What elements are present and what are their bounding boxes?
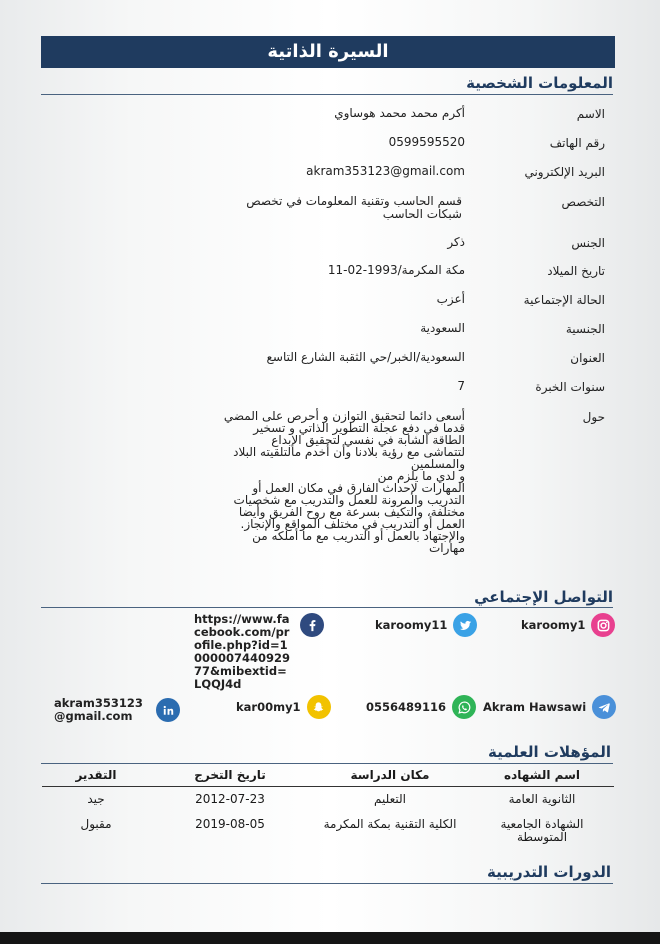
cell-place: التعليم: [374, 792, 406, 806]
label-gender: الجنس: [571, 236, 605, 250]
col-graduation-date: تاريخ التخرج: [150, 763, 310, 787]
value-name: أكرم محمد محمد هوساوي: [334, 106, 465, 120]
personal-info-heading: المعلومات الشخصية: [466, 74, 613, 92]
label-about: حول: [582, 410, 605, 424]
value-about: أسعى دائما لتحقيق التوازن و أحرص على المضي قدما في دفع عجلة التطوير الذاتي و تسخير الطاقة الشابة في نفسي لتحقيق الإبداع لتتماشى مع رؤية بلادنا وأن أخدم مالتلقيته البلاد والمسلمين و لدي ما يلزم من المهارات لإحداث الفارق في مكان العمل أو التدريب والمرونة للعمل والتدريب مع شخصيات مختلفة، والتكيف بسرعة مع روح الفريق وأيضا العمل أو التدريب في مختلف المواقع والإنجاز. والإجتهاد بالعمل أو التدريب مع ما أملكه من مهارات: [223, 409, 465, 555]
social-whatsapp[interactable]: [366, 695, 476, 719]
snapchat-icon: [307, 695, 331, 719]
social-linkedin-text: akram353123@gmail.com: [54, 696, 143, 723]
qualifications-table: [42, 763, 614, 850]
label-name: الاسم: [576, 107, 605, 121]
cell-date: 2019-08-05: [195, 817, 265, 831]
col-place: مكان الدراسة: [310, 763, 470, 787]
value-phone: 0599595520: [388, 135, 465, 149]
cell-grade: مقبول: [80, 817, 112, 831]
cell-place: الكلية التقنية بمكة المكرمة: [323, 817, 457, 831]
table-header-row: [42, 763, 614, 787]
cell-degree: الثانوية العامة: [508, 792, 576, 806]
social-telegram-text: Akram Hawsawi: [483, 699, 587, 714]
social-snapchat[interactable]: [236, 695, 331, 719]
twitter-icon: [453, 613, 477, 637]
label-marital: الحالة الإجتماعية: [523, 293, 605, 307]
cell-grade: جيد: [87, 792, 105, 806]
courses-heading: الدورات التدريبية: [486, 863, 611, 881]
label-email: البريد الإلكتروني: [524, 165, 605, 179]
value-experience: 7: [457, 379, 465, 393]
col-grade: التقدير: [42, 763, 150, 787]
label-phone: رقم الهاتف: [549, 136, 605, 150]
label-birth: تاريخ الميلاد: [547, 264, 605, 278]
col-degree: اسم الشهاده: [470, 763, 614, 787]
page-title: السيرة الذاتية: [41, 36, 615, 68]
whatsapp-icon: [452, 695, 476, 719]
social-twitter[interactable]: [375, 613, 477, 637]
social-instagram-text: karoomy1: [521, 617, 586, 632]
cell-degree: الشهادة الجامعية المتوسطة: [500, 817, 584, 844]
value-birth: مكة المكرمة/1993-02-11: [327, 263, 465, 277]
social-snapchat-text: kar00my1: [236, 699, 301, 714]
social-heading: التواصل الإجتماعي: [474, 588, 613, 606]
instagram-icon: [591, 613, 615, 637]
cell-date: 2012-07-23: [195, 792, 265, 806]
qualifications-heading: المؤهلات العلمية: [488, 743, 611, 761]
social-linkedin[interactable]: [54, 697, 180, 723]
social-telegram[interactable]: [483, 695, 616, 719]
social-instagram[interactable]: [521, 613, 615, 637]
personal-info-rule: [41, 94, 613, 95]
value-gender: ذكر: [447, 235, 465, 249]
telegram-icon: [592, 695, 616, 719]
label-address: العنوان: [570, 351, 605, 365]
bottom-edge: [0, 932, 660, 944]
label-major: التخصص: [561, 195, 605, 209]
value-major: قسم الحاسب وتقنية المعلومات في تخصص شبكات الحاسب: [246, 194, 462, 221]
value-address: السعودية/الخبر/حي الثقبة الشارع التاسع: [266, 350, 465, 364]
social-twitter-text: karoomy11: [375, 617, 448, 632]
value-nationality: السعودية: [420, 321, 465, 335]
label-experience: سنوات الخبرة: [535, 380, 605, 394]
social-rule: [41, 607, 613, 608]
value-marital: أعزب: [436, 292, 465, 306]
social-whatsapp-text: 0556489116: [366, 699, 447, 714]
table-row: [42, 787, 614, 813]
facebook-icon: [300, 613, 324, 637]
linkedin-icon: [156, 698, 180, 722]
social-facebook[interactable]: [194, 613, 324, 691]
courses-rule: [41, 883, 613, 884]
table-row: [42, 812, 614, 850]
value-email: akram353123@gmail.com: [306, 164, 465, 178]
label-nationality: الجنسية: [565, 322, 605, 336]
social-facebook-text: https://www.facebook.com/profile.php?id=100000744092977&mibextid=LQQJ4d: [194, 612, 291, 691]
